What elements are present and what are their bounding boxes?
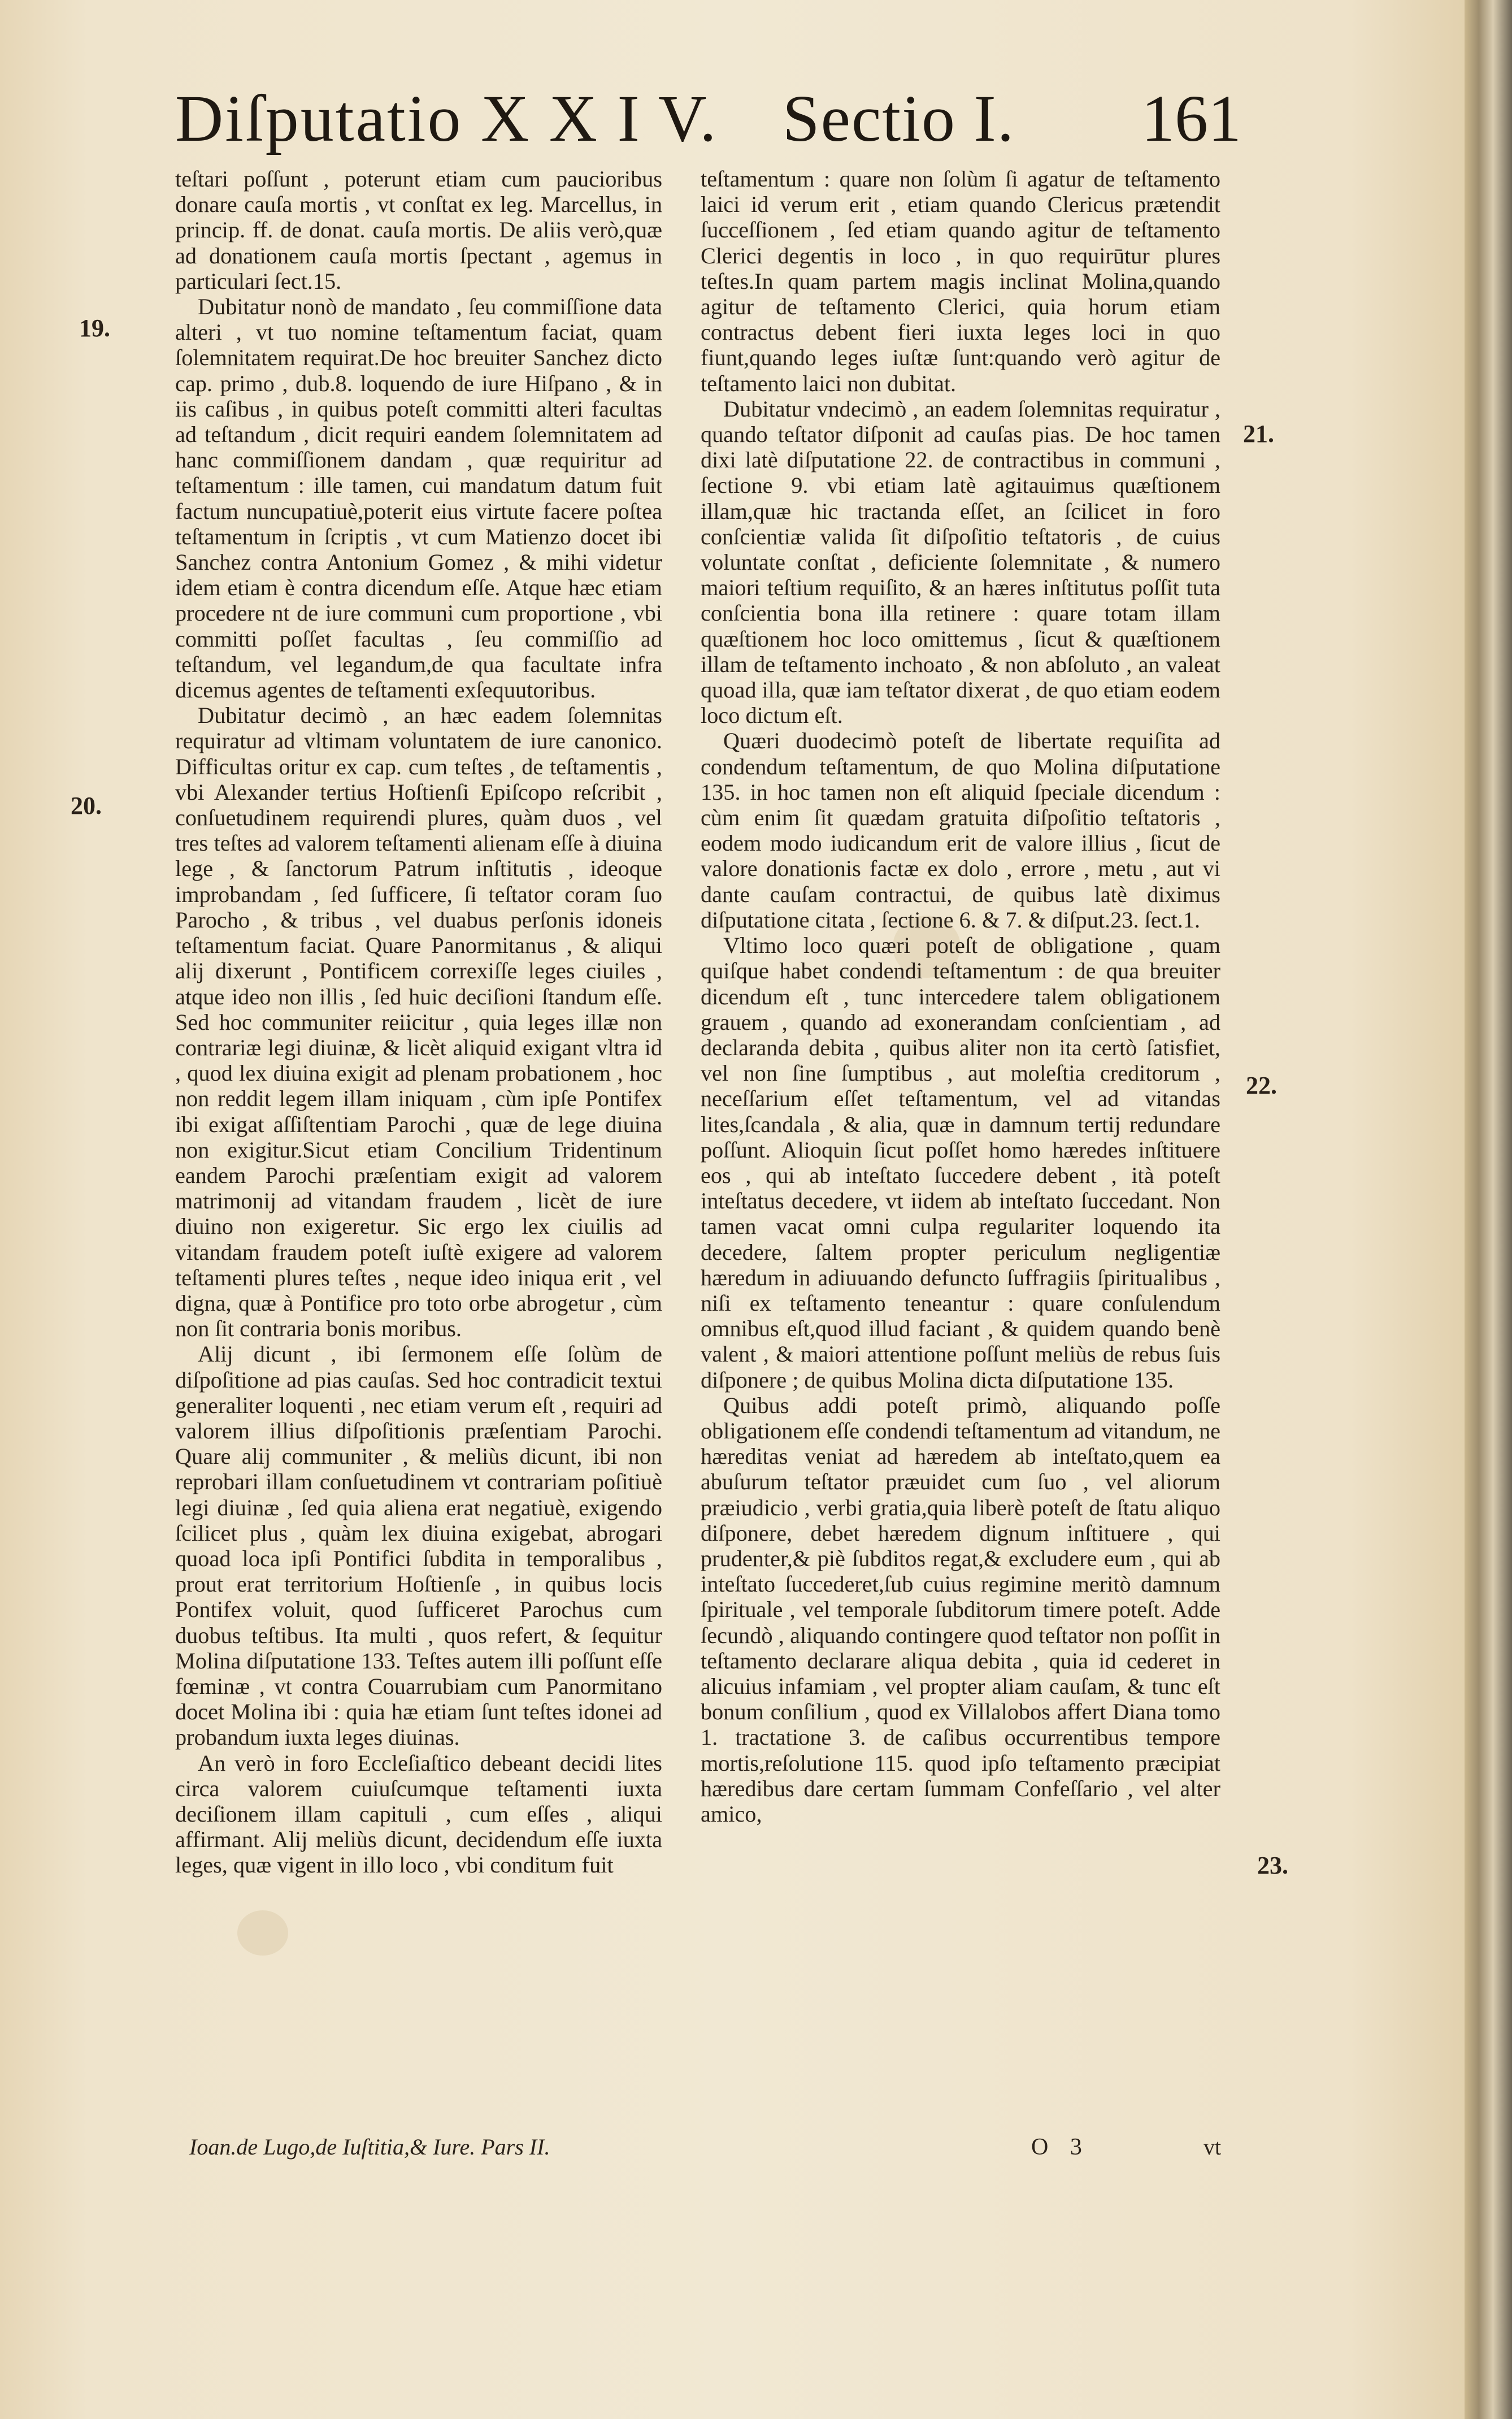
margin-number-22: 22. bbox=[1246, 1072, 1277, 1099]
paragraph: Dubitatur decimò , an hæc eadem ſolemnitas requiratur ad vltimam voluntatem de iure canonico. Difficultas oritur ex cap. cum teſtes , de teſtamentis , vbi Alexander tertius Hoſtienſi Epiſcopo reſcribit , conſuetudinem requirendi plures, quàm duos , vel tres teſtes ad valorem teſtamenti alienam eſſe à diuina lege , & ſanctorum Patrum inſtitutis , ideoque improbandam , ſed ſufficere, ſi teſtator coram ſuo Parocho , & tribus , vel duabus perſonis idoneis teſtamentum faciat. Quare Panormitanus , & aliqui alij dixerunt , Pontificem correxiſſe leges ciuiles , atque ideo non illis , ſed huic deciſioni ſtandum eſſe. Sed hoc communiter reiicitur , quia leges illæ non contrariæ legi diuinæ, & licèt aliquid exigant vltra id , quod lex diuina exigit ad plenam probationem , hoc non reddit legem illam iniquam , cùm ipſe Pontifex ibi exigat aſſiſtentiam Parochi , quæ de lege diuina non exigitur.Sicut etiam Concilium Tridentinum eandem Parochi præſentiam exigit ad valorem matrimonij ad vitandam fraudem , licèt de iure diuino non exigeretur. Sic ergo lex ciuilis ad vitandam fraudem poteſt iuſtè exigere ad valorem teſtamenti plures teſtes , neque ideo iniqua erit , vel digna, quæ à Pontifice pro toto orbe abrogetur , cùm non ſit contraria bonis moribus. bbox=[175, 703, 662, 1342]
paragraph: An verò in foro Eccleſiaſtico debeant decidi lites circa valorem cuiuſcumque teſtamenti iuxta deciſionem illam capituli , cum eſſes , aliqui affirmant. Alij meliùs dicunt, decidendum eſſe iuxta leges, quæ vigent in illo loco , vbi conditum fuit bbox=[175, 1750, 662, 1878]
paragraph: Quæri duodecimò poteſt de libertate requiſita ad condendum teſtamentum, de quo Molina diſputatione 135. in hoc tamen non eſt aliquid ſpeciale dicendum : cùm enim ſit quædam gratuita diſpoſitio teſtatoris , eodem modo iudicandum erit de valore illius , ſicut de valore donationis factæ ex dolo , errore , metu , aut vi dante cauſam contractui, de quibus latè diximus diſputatione citata , ſectione 6. & 7. & diſput.23. ſect.1. bbox=[701, 728, 1220, 933]
footer-signature: Ioan.de Lugo,de Iuſtitia,& Iure. Pars II. bbox=[189, 2134, 550, 2160]
margin-number-20: 20. bbox=[71, 792, 102, 820]
header-disputatio: Diſputatio X X I V. bbox=[175, 81, 718, 155]
right-column bbox=[701, 166, 1220, 1827]
paragraph: Dubitatur nonò de mandato , ſeu commiſſione data alteri , vt tuo nomine teſtamentum faciat, quam ſolemnitatem requirat.De hoc breuiter Sanchez dicto cap. primo , dub.8. loquendo de iure Hiſpano , & in iis caſibus , in quibus poteſt committi alteri facultas ad teſtandum , dicit requiri eandem ſolemnitatem ad hanc commiſſionem dandam , quæ requiritur ad teſtamentum : ille tamen, cui mandatum datum fuit factum nuncupatiuè,poterit eius virtute facere poſtea teſtamentum in ſcriptis , vt cum Matienzo docet ibi Sanchez contra Antonium Gomez , & mihi videtur idem etiam è contra dicendum eſſe. Atque hæc etiam procedere nt de iure communi cum proportione , vbi committi poſſet facultas , ſeu commiſſio ad teſtandum, vel legandum,de qua facultate infra dicemus agentes de teſtamenti exſequutoribus. bbox=[175, 294, 662, 703]
paragraph: Vltimo loco quæri poteſt de obligatione , quam quiſque habet condendi teſtamentum : de qua breuiter dicendum eſt , tunc intercedere talem obligationem grauem , quando ad exonerandam conſcientiam , ad declaranda debita , quibus aliter non ita certò ſatisfiet, vel non ſine ſumptibus , aut moleſtia creditorum , neceſſarium eſſet teſtamentum, vel ad vitandas lites,ſcandala , & alia, quæ in damnum tertij redundare poſſunt. Alioquin ſicut poſſet homo hæredes inſtituere eos , qui ab inteſtato ſuccedere debent , ità poteſt inteſtatus decedere, vt iidem ab inteſtato ſuccedant. Non tamen vacat omni culpa regulariter loquendo ita decedere, ſaltem propter periculum negligentiæ hæredum in adiuuando defuncto ſuffragiis ſpiritualibus , niſi ex teſtamento teneantur : quare conſulendum omnibus eſt,quod illud faciant , & quidem quando benè valent , & maiori attentione poſſunt meliùs de rebus ſuis diſponere ; de quibus Molina dicta diſputatione 135. bbox=[701, 933, 1220, 1393]
margin-number-23: 23. bbox=[1257, 1852, 1288, 1879]
paragraph: Alij dicunt , ibi ſermonem eſſe ſolùm de diſpoſitione ad pias cauſas. Sed hoc contradicit textui generaliter loquenti , nec etiam verum eſt , requiri ad valorem illius diſpoſitionis præſentiam Parochi. Quare alij communiter , & meliùs dicunt, ibi non reprobari illam conſuetudinem vt contrariam poſitiuè legi diuinæ , ſed quia aliena erat negatiuè, exigendo ſcilicet plus , quàm lex diuina exigebat, abrogari quoad loca ipſi Pontifici ſubdita in temporalibus , prout erat territorium Hoſtienſe , in quibus locis Pontifex voluit, quod ſufficeret Parochus cum duobus teſtibus. Ita multi , quos refert, & ſequitur Molina diſputatione 133. Teſtes autem illi poſſunt eſſe fœminæ , vt contra Couarrubiam cum Panormitano docet Molina ibi : quia hæ etiam ſunt teſtes idonei ad probandum iuxta leges diuinas. bbox=[175, 1341, 662, 1750]
paragraph: Quibus addi poteſt primò, aliquando poſſe obligationem eſſe condendi teſtamentum ad vitandum, ne hæreditas veniat ad hæredem ab inteſtato,quem ea abuſurum teſtator præuidet cum ſuo , vel aliorum præiudicio , verbi gratia,quia liberè poteſt de ſtatu aliquo diſponere, debet hæredem dignum inſtituere , qui prudenter,& piè ſubditos regat,& excludere eum , qui ab inteſtato ſuccederet,ſub cuius regimine meritò damnum ſpirituale , vel temporale ſubditorum timere poteſt. Adde ſecundò , aliquando contingere quod teſtator non poſſit in teſtamento declarare aliqua debita , quia id cederet in alicuius infamiam , vel propter aliam cauſam, & tunc eſt bonum conſilium , quod ex Villalobos affert Diana tomo 1. tractatione 3. de caſibus occurrentibus tempore mortis,reſolutione 115. quod ipſo teſtamento præcipiat hæredibus dare certam ſummam Confeſſario , vel alter amico, bbox=[701, 1392, 1220, 1827]
running-header bbox=[0, 79, 1465, 158]
header-sectio: Sectio I. bbox=[783, 81, 1015, 155]
paragraph: teſtamentum : quare non ſolùm ſi agatur de teſtamento laici id verum erit , etiam quando Clericus prætendit ſucceſſionem , ſed etiam quando agitur de teſtamento Clerici degentis in loco , in quo requirūtur plures teſtes.In quam partem magis inclinat Molina,quando agitur de teſtamento Clerici, quia horum etiam contractus debent fieri iuxta leges loci in quo fiunt,quando leges iuſtæ ſunt:quando verò agitur de teſtamento laici non dubitat. bbox=[701, 166, 1220, 396]
paragraph: Dubitatur vndecimò , an eadem ſolemnitas requiratur , quando teſtator diſponit ad cauſas pias. De hoc tamen dixi latè diſputatione 22. de contractibus in communi , ſectione 9. vbi etiam latè agitauimus quæſtionem illam,quæ hic tractanda eſſet, an ſcilicet in foro conſcientiæ valida ſit diſpoſitio teſtatoris , de cuius voluntate conſtat , deficiente ſolemnitate , & numero maiori teſtium requiſito, & an hæres inſtitutus poſſit tuta conſcientia bona illa retinere : quare totam illam quæſtionem hoc loco omittemus , ſicut & quæſtionem illam de teſtamento inchoato , & non abſoluto , an valeat quoad illa, quæ iam teſtator dixerat , de quo etiam eodem loco dictum eſt. bbox=[701, 396, 1220, 729]
paragraph: teſtari poſſunt , poterunt etiam cum paucioribus donare cauſa mortis , vt conſtat ex leg. Marcellus, in princip. ff. de donat. cauſa mortis. De aliis verò,quæ ad donationem cauſa mortis ſpectant , agemus in particulari ſect.15. bbox=[175, 166, 662, 294]
margin-number-19: 19. bbox=[79, 314, 110, 342]
signature-mark: O 3 bbox=[1031, 2134, 1090, 2160]
margin-number-21: 21. bbox=[1243, 420, 1274, 448]
paper-stain bbox=[237, 1910, 288, 1956]
page-number: 161 bbox=[1141, 81, 1241, 155]
left-column bbox=[175, 166, 662, 1878]
catchword: vt bbox=[1203, 2134, 1222, 2160]
page-edge bbox=[1465, 0, 1512, 2419]
